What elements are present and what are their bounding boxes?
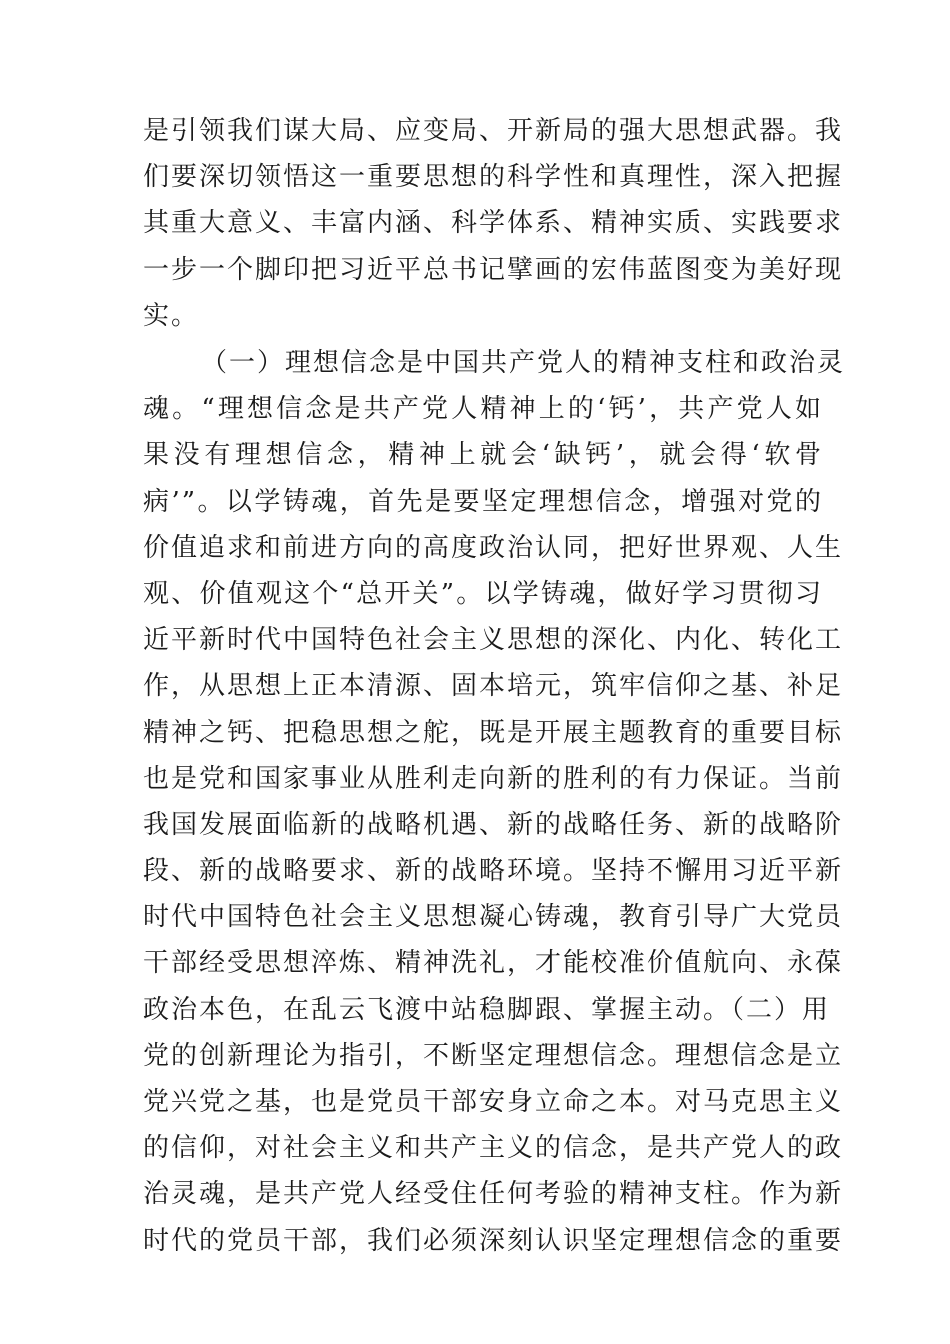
text-line: 果没有理想信念，精神上就会‘缺钙’，就会得‘软骨 xyxy=(143,440,823,471)
text-line: 党兴党之基，也是党员干部安身立命之本。对马克思主义 xyxy=(143,1087,844,1117)
text-line: 魂。“理想信念是共产党人精神上的‘钙’，共产党人如 xyxy=(143,394,823,425)
text-line: 其重大意义、丰富内涵、科学体系、精神实质、实践要求 xyxy=(143,208,844,239)
text-line: 实。 xyxy=(143,300,200,331)
text-line: 也是党和国家事业从胜利走向新的胜利的有力保证。当前 xyxy=(143,763,844,794)
text-line: 们要深切领悟这一重要思想的科学性和真理性，深入把握 xyxy=(143,162,844,193)
text-line: 观、价值观这个“总开关”。以学铸魂，做好学习贯彻习 xyxy=(143,578,823,609)
text-line: 治灵魂，是共产党人经受住任何考验的精神支柱。作为新 xyxy=(143,1179,844,1210)
text-line: 精神之钙、把稳思想之舵，既是开展主题教育的重要目标 xyxy=(143,717,844,748)
text-line: （一）理想信念是中国共产党人的精神支柱和政治灵 xyxy=(201,348,846,378)
text-line: 政治本色，在乱云飞渡中站稳脚跟、掌握主动。（二）用 xyxy=(143,994,831,1025)
text-line: 我国发展面临新的战略机遇、新的战略任务、新的战略阶 xyxy=(143,809,844,840)
text-line: 作，从思想上正本清源、固本培元，筑牢信仰之基、补足 xyxy=(143,671,844,702)
paragraph-1 xyxy=(143,108,844,339)
text-line: 时代中国特色社会主义思想凝心铸魂，教育引导广大党员 xyxy=(143,902,844,933)
text-line: 病’”。以学铸魂，首先是要坚定理想信念，增强对党的 xyxy=(143,486,823,517)
text-line: 党的创新理论为指引，不断坚定理想信念。理想信念是立 xyxy=(143,1040,844,1071)
paragraph-2 xyxy=(143,340,846,1264)
text-line: 段、新的战略要求、新的战略环境。坚持不懈用习近平新 xyxy=(143,856,844,887)
text-line: 时代的党员干部，我们必须深刻认识坚定理想信念的重要 xyxy=(143,1225,844,1256)
text-line: 是引领我们谋大局、应变局、开新局的强大思想武器。我 xyxy=(143,116,844,146)
text-line: 价值追求和前进方向的高度政治认同，把好世界观、人生 xyxy=(143,532,844,563)
text-line: 近平新时代中国特色社会主义思想的深化、内化、转化工 xyxy=(143,625,844,656)
text-line: 一步一个脚印把习近平总书记擘画的宏伟蓝图变为美好现 xyxy=(143,254,844,285)
text-line: 的信仰，对社会主义和共产主义的信念，是共产党人的政 xyxy=(143,1133,844,1164)
text-line: 干部经受思想淬炼、精神洗礼，才能校准价值航向、永葆 xyxy=(143,948,844,979)
